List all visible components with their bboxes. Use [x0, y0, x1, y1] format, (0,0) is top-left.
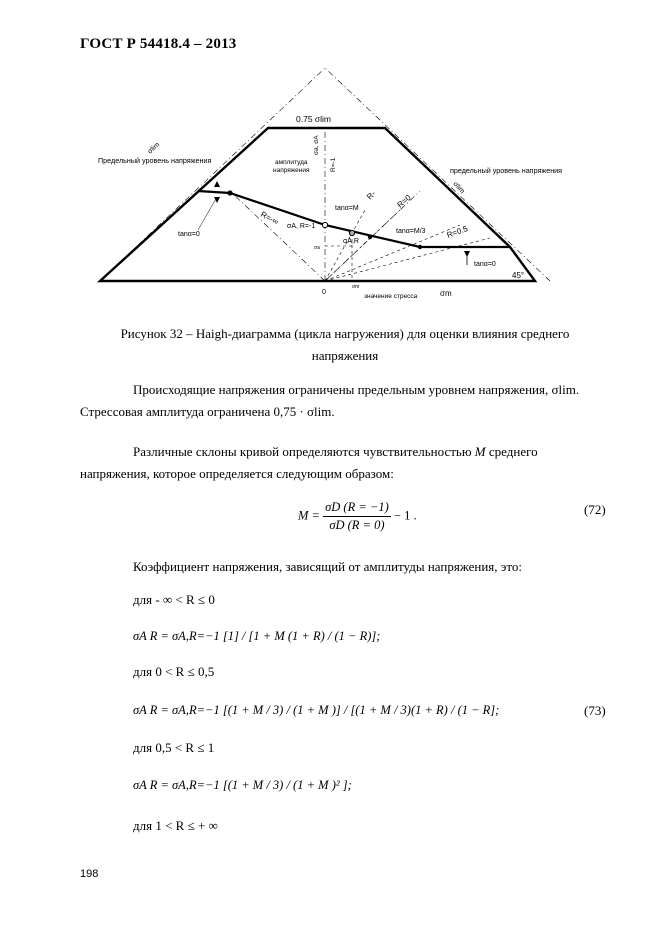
label-r-minus-inf: R=-∞ — [259, 209, 280, 227]
label-sigma-m-small: σm — [352, 284, 360, 290]
case-3-condition: для 0,5 < R ≤ 1 — [133, 740, 215, 755]
eq72-numerator: σD (R = −1) — [323, 500, 391, 517]
equation-73-number: (73) — [584, 703, 606, 718]
figure-caption-line1: Рисунок 32 – Haigh-диаграмма (цикла нагружения) для оценки влияния среднего — [120, 326, 570, 341]
formula-case-2: σA R = σA,R=−1 [(1 + M / 3) / (1 + M )] / [(1 + M / 3)(1 + R) / (1 − R]; — [133, 703, 500, 717]
equation-72 — [298, 500, 417, 533]
label-tan-m: tanα=M — [335, 205, 359, 212]
label-sigma-a-axis: σa, σA — [313, 135, 320, 155]
equation-72-number: (72) — [584, 502, 606, 517]
label-top-limit: 0.75 σlim — [296, 114, 332, 124]
label-sigma-lim-right: σlim — [451, 180, 466, 196]
label-right-limit-level: предельный уровень напряжения — [450, 166, 563, 175]
eq72-denominator: σD (R = 0) — [329, 518, 385, 532]
figure-caption — [80, 323, 610, 367]
formula-case-1: σA R = σA,R=−1 [1] / [1 + M (1 + R) / (1 − R)]; — [133, 629, 381, 643]
label-mean-stress: значение стресса — [364, 293, 418, 300]
p1-line2: Стрессовая амплитуда ограничена 0,75 · σlim. — [80, 404, 335, 419]
p1-sigma: σlim. — [551, 382, 580, 397]
paragraph-sensitivity — [80, 441, 611, 463]
page-number: 198 — [80, 868, 99, 880]
label-tan-zero-right: tanα=0 — [474, 261, 496, 268]
label-r-minus-1: R=-1 — [330, 157, 337, 172]
label-angle-45: 45° — [512, 271, 525, 280]
document-header: ГОСТ Р 54418.4 – 2013 — [80, 36, 237, 52]
label-sigma-m-axis: σm — [440, 289, 452, 298]
label-r-zero: R=0 — [395, 193, 413, 210]
eq72-lhs: M = — [298, 508, 320, 523]
label-sigma-a-r-minus-1: σA, R=-1 — [287, 223, 316, 230]
case-1-condition: для - ∞ < R ≤ 0 — [133, 592, 215, 607]
case-4-condition: для 1 < R ≤ + ∞ — [133, 818, 218, 833]
eq72-tail: − 1 . — [393, 508, 417, 523]
formula-case-3: σA R = σA,R=−1 [(1 + M / 3) / (1 + M )² ]; — [133, 778, 352, 792]
p2-line1: Различные склоны кривой определяются чувствительностью — [133, 444, 472, 459]
case-2-condition: для 0 < R ≤ 0,5 — [133, 664, 215, 679]
p2-m: M — [474, 444, 486, 459]
eq72-fraction — [323, 500, 391, 533]
label-r-minus: R- — [365, 189, 378, 202]
p2-line1-end: среднего — [488, 444, 538, 459]
label-sigma-a-small: σa — [314, 245, 320, 251]
label-tan-m3: tanα=M/3 — [396, 228, 426, 235]
label-sigma-a-r: σA,R — [343, 238, 359, 245]
label-amplitude: амплитуда — [275, 159, 308, 166]
p1-line1: Происходящие напряжения ограничены предельным уровнем напряжения, — [133, 382, 549, 397]
label-amplitude-2: напряжения — [273, 167, 310, 174]
p2-line2: напряжения, которое определяется следующим образом: — [80, 466, 394, 481]
paragraph-stress-limit — [80, 379, 611, 401]
label-left-limit-level: Предельный уровень напряжения — [98, 156, 212, 165]
label-r-half: R=0.5 — [445, 224, 469, 240]
figure-caption-line2: напряжения — [311, 348, 379, 363]
haigh-diagram — [80, 60, 600, 310]
paragraph-coefficient: Коэффициент напряжения, зависящий от амплитуды напряжения, это: — [133, 559, 522, 574]
label-tan-zero-left: tanα=0 — [178, 231, 200, 238]
label-origin: 0 — [322, 289, 326, 296]
label-sigma-lim-left: σlim — [146, 141, 162, 156]
